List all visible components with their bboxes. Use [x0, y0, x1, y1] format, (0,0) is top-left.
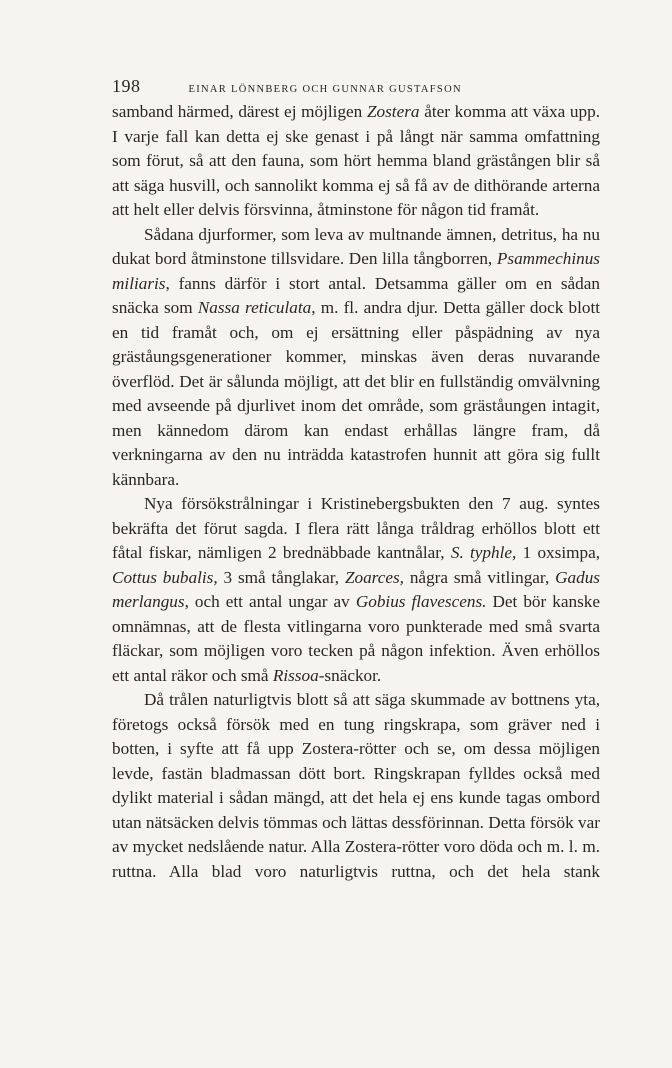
text-run: , och ett antal ungar av: [184, 592, 356, 611]
text-run: -snäckor.: [318, 665, 382, 685]
page-number: 198: [112, 76, 141, 96]
text-run: Nya försökstrålningar i Kristinebergsbukten den 7 aug. syntes bekräfta det förut sagda. I flera rätt långa tråldrag erhöllos blott ett fåtal fiskar, nämligen 2 brednäbbade kantnålar,: [112, 494, 600, 562]
text-run: Då trålen naturligtvis blott så att säga skummade av bottnens yta, företogs också försök med en tung ringskrapa, som gräver ned i botten, i syfte att få upp Zostera-rötter och se, om dessa möjligen levde, fastän bladmassan dött bort. Ringskrapan fylldes också med dylikt material i sådan mängd, att det hela ej ens kunde tagas ombord utan nätsäcken delvis tömmas och lättas dessförinnan. Detta försök var av mycket nedslående natur. Alla Zostera-rötter voro döda och m. l. m. ruttna. Alla blad voro naturligtvis ruttna, och det hela stank: [112, 690, 600, 881]
italic-term: Rissoa: [272, 665, 319, 685]
page-header: [112, 76, 600, 97]
italic-term: Gobius flavescens.: [355, 592, 487, 611]
running-head: EINAR LÖNNBERG OCH GUNNAR GUSTAFSON: [188, 84, 462, 95]
body-text: [112, 100, 600, 884]
text-run: , fanns därför i stort antal. Detsamma gäller om en sådan snäcka som: [112, 273, 600, 317]
italic-term: Cottus bubalis,: [112, 567, 218, 587]
italic-term: S. typhle,: [450, 543, 517, 562]
text-run: , m. fl. andra djur. Detta gäller dock blott en tid framåt och, om ej ersättning eller påspädning av nya gräståungsgenerationer kommer, minskas även deras nuvarande överflöd. Det är sålunda möjligt, att det blir en fullständig omvälvning med avseende på djurlivet inom det område, som gräståungen intagit, men kännedom därom kan endast erhållas längre fram, då verkningarna av den nu inträdda katastrofen hunnit att göra sig fullt kännbara.: [112, 298, 601, 489]
text-run: några små vitlingar,: [403, 567, 556, 587]
text-run: Sådana djurformer, som leva av multnande ämnen, detritus, ha nu dukat bord åtminstone tillsvidare. Den lilla tångborren,: [112, 224, 600, 268]
paragraph: [112, 223, 600, 493]
italic-term: Zoarces,: [344, 567, 404, 587]
italic-term: Nassa reticulata: [197, 298, 312, 317]
text-run: 1 oxsimpa,: [516, 543, 600, 562]
italic-term: Gadus merlangus: [112, 567, 600, 611]
text-run: Det bör kanske omnämnas, att de flesta vitlingarna voro punkterade med små svarta fläckar, som möjligen voro tecken på någon infektion. Även erhöllos ett antal räkor och små: [112, 592, 600, 685]
italic-term: Psammechinus miliaris: [112, 249, 600, 293]
paragraph: [112, 492, 600, 688]
text-run: åter komma att växa upp. I varje fall kan detta ej ske genast i på långt när samma omfattning som förut, så att den fauna, som hört hemma bland grästången blir så att säga husvill, och sannolikt komma ej så få av de dithörande arterna att helt eller delvis försvinna, åtminstone för någon tid framåt.: [112, 102, 600, 219]
text-run: samband härmed, därest ej möjligen: [112, 102, 367, 121]
text-run: 3 små tånglakar,: [217, 567, 345, 587]
paragraph: [112, 688, 600, 884]
paragraph: [112, 100, 600, 223]
italic-term: Zostera: [366, 102, 420, 121]
